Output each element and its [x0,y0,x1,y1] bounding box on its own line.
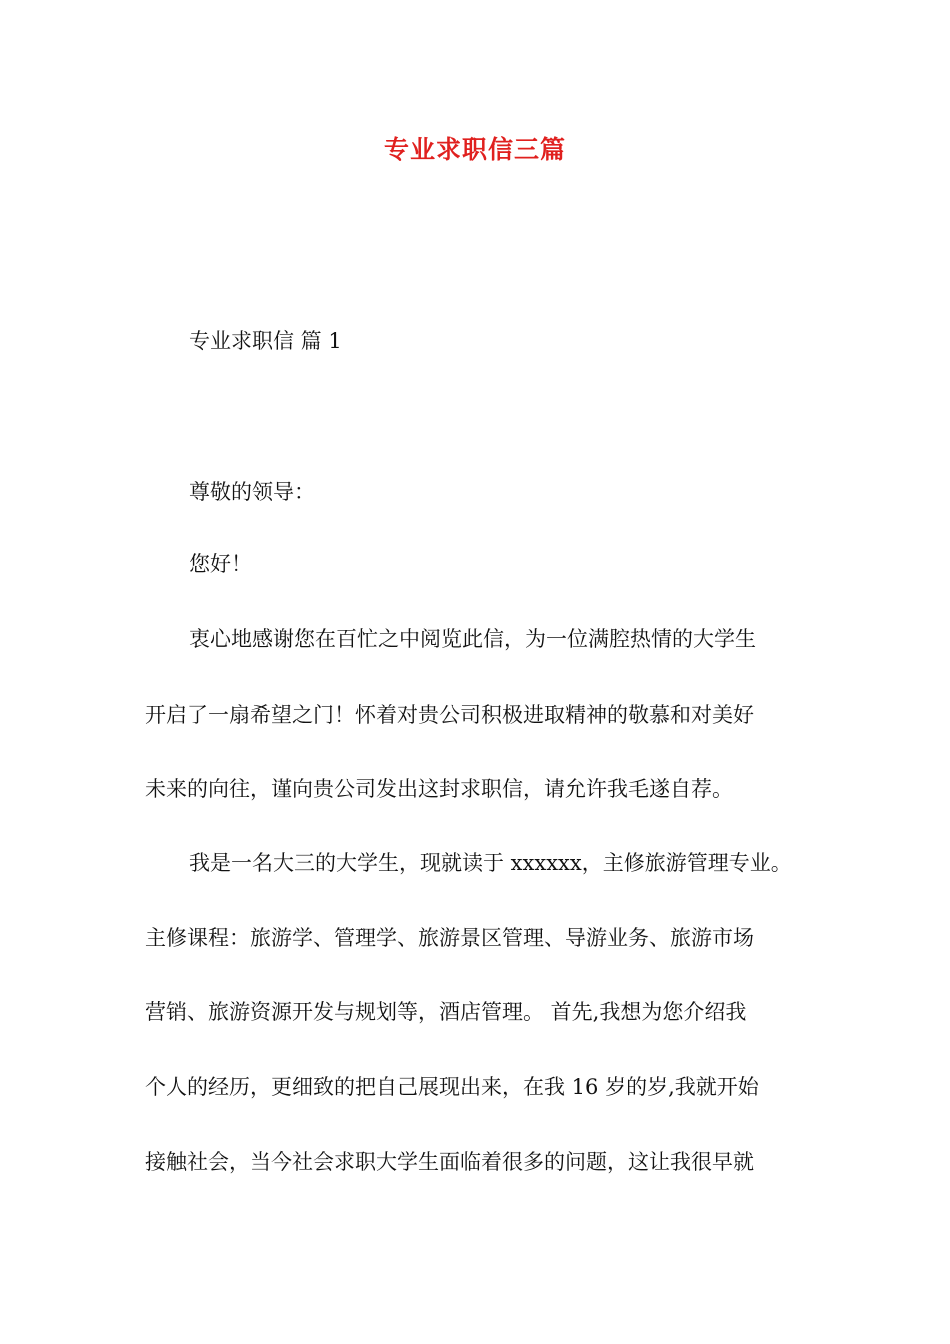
body-line: 个人的经历，更细致的把自己展现出来，在我 16 岁的岁,我就开始 [145,1075,759,1099]
body-line: 衷心地感谢您在百忙之中阅览此信，为一位满腔热情的大学生 [189,627,756,651]
body-line: 营销、旅游资源开发与规划等，酒店管理。 首先,我想为您介绍我 [145,1000,747,1024]
body-line: 主修课程：旅游学、管理学、旅游景区管理、导游业务、旅游市场 [145,926,754,950]
body-line: 接触社会，当今社会求职大学生面临着很多的问题，这让我很早就 [145,1150,754,1174]
body-line: 未来的向往，谨向贵公司发出这封求职信，请允许我毛遂自荐。 [145,777,733,801]
document-title: 专业求职信三篇 [383,135,566,164]
section-heading: 专业求职信 篇 1 [189,329,342,353]
greeting: 您好！ [189,552,252,576]
body-line: 开启了一扇希望之门！怀着对贵公司积极进取精神的敬慕和对美好 [145,703,754,727]
salutation: 尊敬的领导： [189,480,315,504]
body-line: 我是一名大三的大学生，现就读于 xxxxxx，主修旅游管理专业。 [189,851,792,875]
